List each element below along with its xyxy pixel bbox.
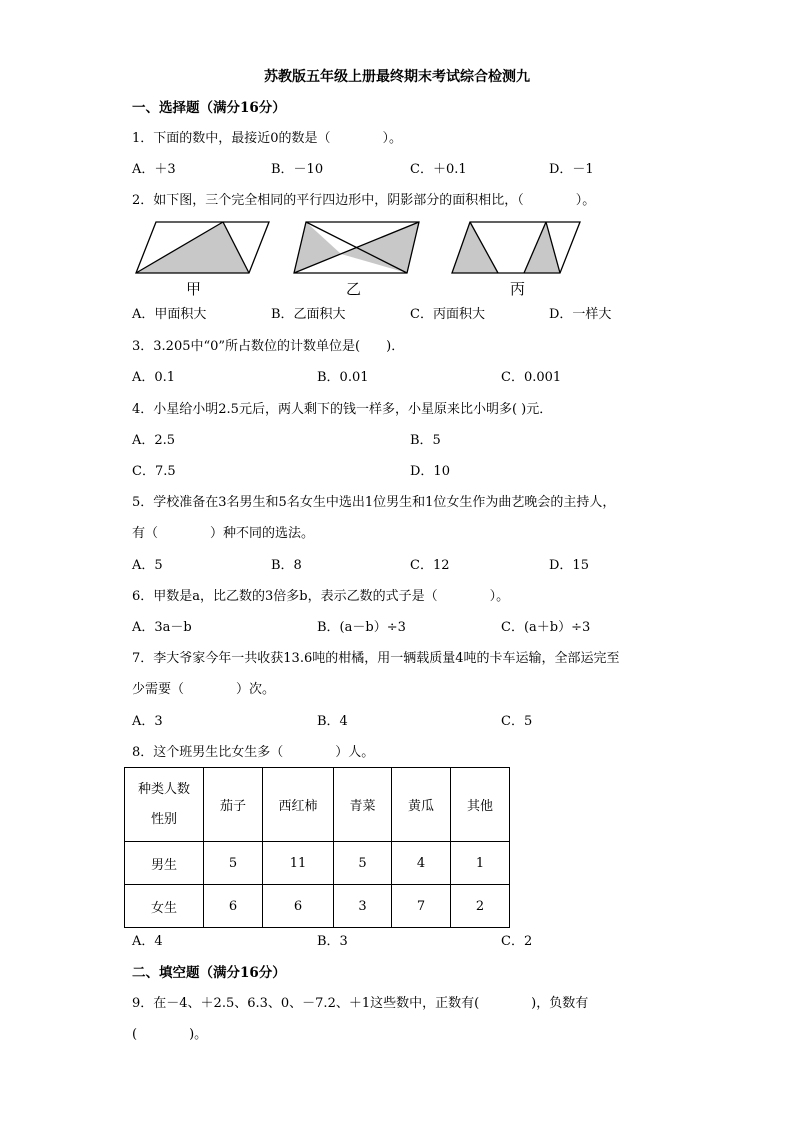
q8-option-a: A．4 <box>132 934 163 949</box>
table-cell: 6 <box>204 885 263 928</box>
table-row <box>125 842 510 885</box>
parallelogram-figure <box>128 216 588 280</box>
q1-option-d: D．－1 <box>549 162 594 177</box>
q1-option-c: C．＋0.1 <box>410 162 467 177</box>
q4-option-b: B．5 <box>410 433 441 448</box>
q5-option-b: B．8 <box>271 558 302 573</box>
q2-option-d: D．一样大 <box>549 307 612 322</box>
question-1: 1．下面的数中，最接近0的数是（ ）。 <box>132 131 403 146</box>
question-3: 3．3.205中“0”所占数位的计数单位是( )． <box>132 339 405 354</box>
table-cell: 5 <box>204 842 263 885</box>
q7-option-c: C．5 <box>501 714 533 729</box>
table-row <box>125 885 510 928</box>
corner-top-label: 种类人数 <box>137 781 190 797</box>
question-2: 2．如下图，三个完全相同的平行四边形中，阴影部分的面积相比，（ ）。 <box>132 193 596 208</box>
table-cell: 7 <box>392 885 451 928</box>
table-cell: 3 <box>334 885 392 928</box>
question-5-line-2: 有（ ）种不同的选法。 <box>132 526 315 541</box>
column-header: 西红柿 <box>263 768 334 842</box>
corner-bottom-label: 性别 <box>150 811 177 827</box>
q5-option-d: D．15 <box>549 558 589 573</box>
question-4: 4．小星给小明2.5元后，两人剩下的钱一样多，小星原来比小明多( )元． <box>132 402 553 417</box>
table-corner-header <box>125 768 204 842</box>
q6-option-b: B．(a－b）÷3 <box>317 620 406 635</box>
q3-option-c: C．0.001 <box>501 370 562 385</box>
section-2-heading: 二、填空题（满分16分） <box>132 965 286 981</box>
vegetable-preference-table <box>124 767 510 928</box>
question-8: 8．这个班男生比女生多（ ）人。 <box>132 745 375 760</box>
q7-option-a: A．3 <box>132 714 163 729</box>
question-7-line-1: 7．李大爷家今年一共收获13.6吨的柑橘，用一辆载质量4吨的卡车运输，全部运完至 <box>132 651 620 666</box>
question-5-line-1: 5．学校准备在3名男生和5名女生中选出1位男生和1位女生作为曲艺晚会的主持人， <box>132 495 616 510</box>
table-cell: 6 <box>263 885 334 928</box>
q6-option-c: C．(a＋b）÷3 <box>501 620 591 635</box>
section-1-heading: 一、选择题（满分16分） <box>132 100 286 116</box>
q4-option-d: D．10 <box>410 464 450 479</box>
column-header: 青菜 <box>334 768 392 842</box>
question-9-line-1: 9．在－4、＋2.5、6.3、0、－7.2、＋1这些数中，正数有( )，负数有 <box>132 996 589 1011</box>
table-cell: 2 <box>451 885 510 928</box>
figure-jia <box>136 222 269 273</box>
q5-option-a: A．5 <box>132 558 163 573</box>
q7-option-b: B．4 <box>317 714 348 729</box>
figure-label-yi: 乙 <box>346 280 362 298</box>
column-header: 茄子 <box>204 768 263 842</box>
table-cell: 1 <box>451 842 510 885</box>
q3-option-a: A．0.1 <box>132 370 176 385</box>
table-cell: 4 <box>392 842 451 885</box>
row-label: 男生 <box>125 842 204 885</box>
q1-option-a: A．＋3 <box>132 162 176 177</box>
table-cell: 5 <box>334 842 392 885</box>
question-9-line-2: ( )。 <box>132 1027 208 1042</box>
question-7-line-2: 少需要（ ）次。 <box>132 682 276 697</box>
page-title: 苏教版五年级上册最终期末考试综合检测九 <box>264 69 530 85</box>
table-cell: 11 <box>263 842 334 885</box>
q2-option-b: B．乙面积大 <box>271 307 346 322</box>
column-header: 其他 <box>451 768 510 842</box>
figure-yi <box>294 222 419 273</box>
figure-label-jia: 甲 <box>186 280 202 298</box>
q8-option-b: B．3 <box>317 934 348 949</box>
q2-option-a: A．甲面积大 <box>132 307 207 322</box>
q4-option-c: C．7.5 <box>132 464 176 479</box>
row-label: 女生 <box>125 885 204 928</box>
q4-option-a: A．2.5 <box>132 433 176 448</box>
figure-bing <box>452 222 580 273</box>
q5-option-c: C．12 <box>410 558 450 573</box>
figure-label-bing: 丙 <box>510 280 526 298</box>
question-6: 6．甲数是a，比乙数的3倍多b，表示乙数的式子是（ ）。 <box>132 589 510 604</box>
q1-option-b: B．－10 <box>271 162 324 177</box>
q6-option-a: A．3a－b <box>132 620 192 635</box>
q8-option-c: C．2 <box>501 934 533 949</box>
column-header: 黄瓜 <box>392 768 451 842</box>
q2-option-c: C．丙面积大 <box>410 307 485 322</box>
q3-option-b: B．0.01 <box>317 370 369 385</box>
